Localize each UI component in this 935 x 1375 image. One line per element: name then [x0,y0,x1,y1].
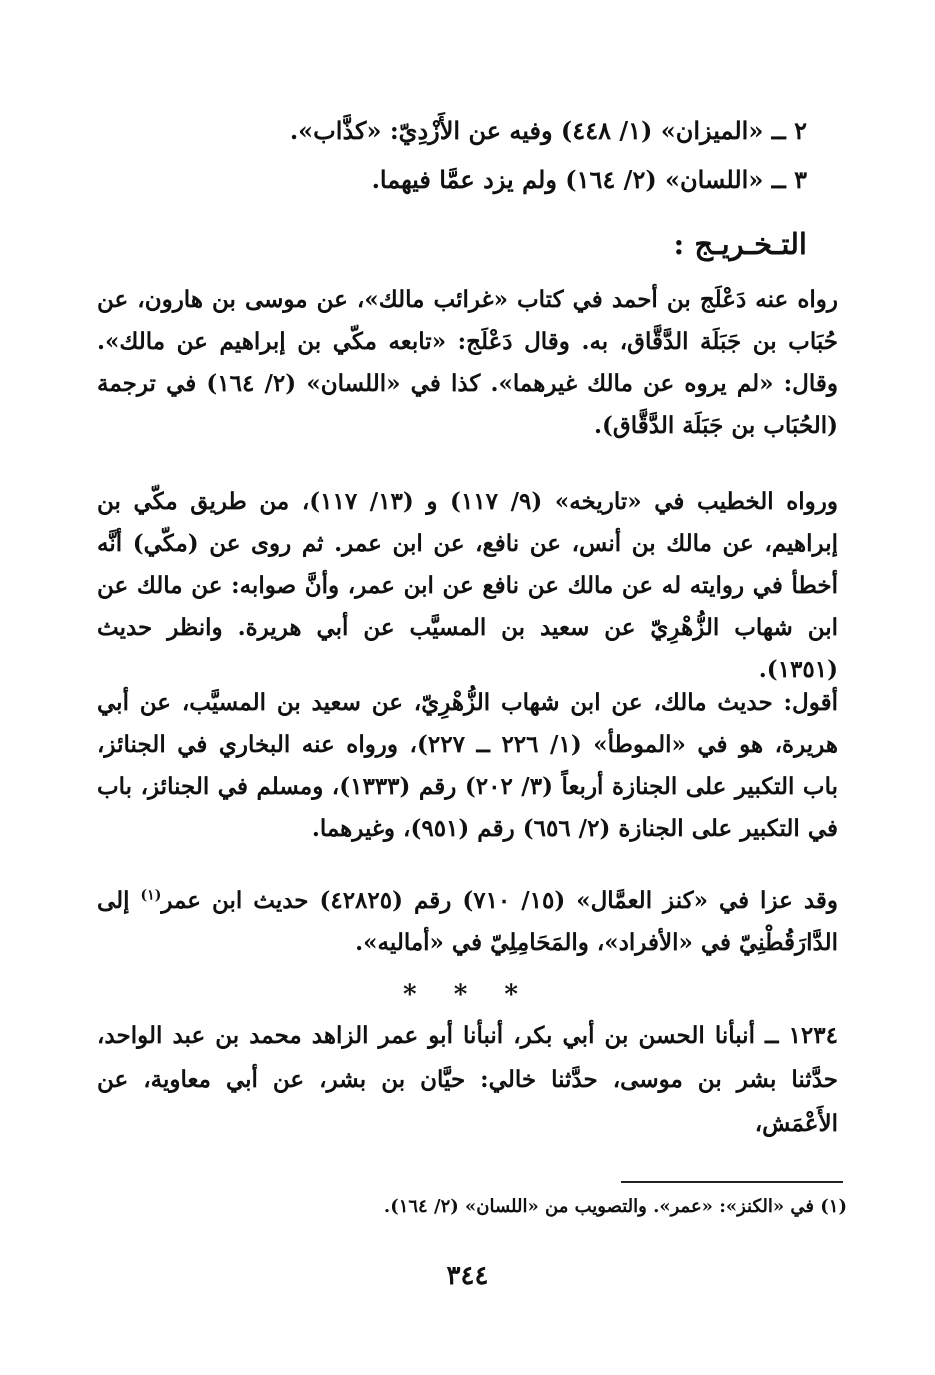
page-number: ٣٤٤ [446,1261,489,1291]
reference-line-2: ٢ ــ «الميزان» (١/ ٤٤٨) وفيه عن الأَزْدِيّ: «كذَّاب». [289,116,807,145]
paragraph-4-text-end: إلى الدَّارَقُطْنِيّ في «الأفراد»، والمَحَامِلِيّ في «أماليه». [97,887,838,956]
paragraph-4-text-start: وقد عزا في «كنز العمَّال» (١٥/ ٧١٠) رقم (٤٢٨٢٥) حديث ابن عمر [161,887,838,914]
section-heading: التـخـريـج : [673,227,807,261]
paragraph-4 [97,880,838,964]
section-separator: * * * [403,980,532,1010]
footnote: (١) في «الكنز»: «عمر». والتصويب من «اللسان» (٢/ ١٦٤). [383,1196,847,1217]
footnote-marker[interactable]: (١) [140,887,162,904]
paragraph-2: ورواه الخطيب في «تاريخه» (٩/ ١١٧) و (١٣/ ١١٧)، من طريق مكّي بن إبراهيم، عن مالك بن أنس، عن نافع، عن ابن عمر. ثم روى عن (مكّي) أنَّه أخطأ في روايته له عن مالك عن نافع عن ابن عمر، وأنَّ صوابه: عن مالك عن ابن شهاب الزُّهْرِيّ عن سعيد بن المسيَّب عن أبي هريرة. وانظر حديث (١٣٥١). [97,488,838,683]
footnote-divider [621,1181,843,1183]
hadith-entry-1234: ١٢٣٤ ــ أنبأنا الحسن بن أبي بكر، أنبأنا أبو عمر الزاهد محمد بن عبد الواحد، حدَّثنا بشر بن موسى، حدَّثنا خالي: حيَّان بن بشر، عن أبي معاوية، عن الأَعْمَش، [97,1022,838,1137]
paragraph-3: أقول: حديث مالك، عن ابن شهاب الزُّهْرِيّ، عن سعيد بن المسيَّب، عن أبي هريرة، هو في «الموطأ» (١/ ٢٢٦ ــ ٢٢٧)، ورواه عنه البخاري في الجنائز، باب التكبير على الجنازة أربعاً (٣/ ٢٠٢) رقم (١٣٣٣)، ومسلم في الجنائز، باب في التكبير على الجنازة (٢/ ٦٥٦) رقم (٩٥١)، وغيرهما. [97,689,838,842]
reference-line-3: ٣ ــ «اللسان» (٢/ ١٦٤) ولم يزد عمَّا فيهما. [371,165,807,194]
paragraph-1: رواه عنه دَعْلَج بن أحمد في كتاب «غرائب مالك»، عن موسى بن هارون، عن حُبَاب بن جَبَلَة الدَّقَّاق، به. وقال دَعْلَج: «تابعه مكّي بن إبراهيم عن مالك». وقال: «لم يروه عن مالك غيرهما». كذا في «اللسان» (٢/ ١٦٤) في ترجمة (الحُبَاب بن جَبَلَة الدَّقَّاق). [97,286,838,439]
